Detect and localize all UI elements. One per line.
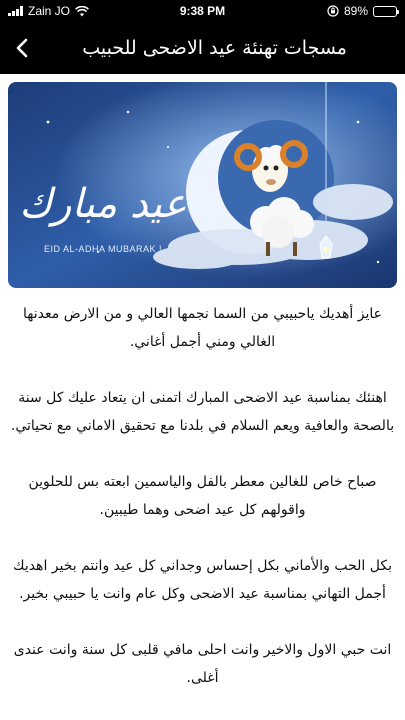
message-item: صباح خاص للغالين معطر بالفل والياسمين ابعته بس للحلوين واقولهم كل عيد اضحى وهما طيبين.	[28, 474, 377, 518]
battery-percent: 89%	[343, 4, 368, 18]
chevron-left-icon	[15, 38, 29, 58]
eid-banner-image	[8, 82, 397, 288]
carrier-label: Zain JO	[28, 4, 71, 18]
status-time: 9:38 PM	[179, 4, 226, 18]
message-item: انت حبي الاول والاخير وانت احلى مافي قلبى كل سنة وانت عندى أغلى.	[13, 642, 392, 686]
status-left	[8, 4, 89, 18]
back-button[interactable]	[0, 22, 44, 74]
status-bar	[0, 0, 405, 22]
message-item: بكل الحب والأماني بكل إحساس وجداني كل عيد وانتم بخير اهديك أجمل التهاني بمناسبة عيد الاضحى وكل عام وانت يا حبيبي بخير.	[13, 558, 392, 602]
message-item: عايز أهديك ياحبيبي من السما نجمها العالي و من الارض معدنها الغالي ومني أجمل أغاني.	[23, 306, 382, 350]
app-bar	[0, 22, 405, 74]
signal-icon	[8, 6, 23, 16]
banner-calligraphy: عيد مبارك	[19, 181, 187, 227]
page-title: مسجات تهنئة عيد الاضحى للحبيب	[82, 37, 347, 59]
wifi-icon	[75, 6, 89, 17]
messages-list	[10, 300, 395, 720]
banner-caption: EID AL-ADHA MUBARAK !	[43, 244, 163, 254]
message-item: اهنئك بمناسبة عيد الاضحى المبارك اتمنى ان يتعاد عليك كل سنة بالصحة والعافية ويعم السلام في بلدنا مع تحقيق الاماني مع تحياتي.	[10, 390, 395, 434]
battery-icon	[373, 6, 397, 17]
status-right	[327, 4, 397, 18]
orientation-lock-icon	[327, 5, 339, 17]
